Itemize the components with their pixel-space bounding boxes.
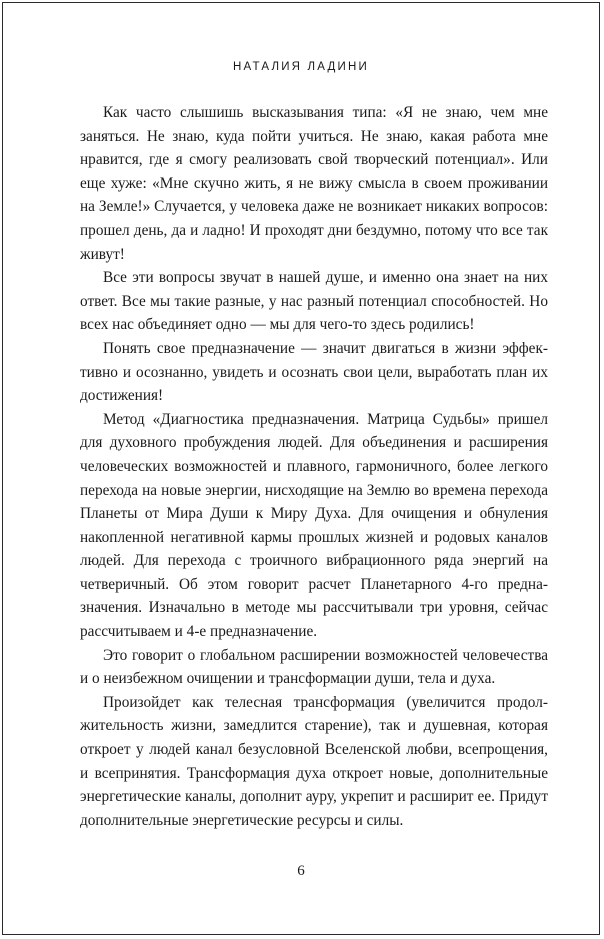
page-number: 6 (297, 863, 305, 879)
paragraph: Все эти вопросы звучат в нашей душе, и именно она знает на них ответ. Все мы такие разные, у нас разный потенциал способностей. Но всех нас объединяет одно — мы для чего-то здесь родились! (80, 269, 548, 334)
running-head-author: НАТАЛИЯ ЛАДИНИ (233, 61, 369, 73)
paragraph: Метод «Диагностика предназначения. Матрица Судьбы» пришел для духовного пробуждения людей. Для объединения и расширения человеческих возможностей и плавного, гармоничного, более легкого перехода на новые энергии, нисходящие на Землю во времена перехода Планеты от Мира Души к Миру Духа. Для очищения и обнуления накопленной негативной кармы прошлых жизней и родовых каналов людей. Для перехода с троичного вибрационного ряда энергий на четверичный. Об этом говорит расчет Планетарного 4-го предназначения. Изначально в методе мы рассчитывали три уровня, сейчас рассчитываем и 4-е предназначение. (80, 410, 548, 641)
paragraph: Понять свое предназначение — значит двигаться в жизни эффективно и осознанно, увидеть и осознать свои цели, выработать план их достижения! (80, 339, 548, 405)
paragraph: Произойдет как телесная трансформация (увеличится продолжительность жизни, замедлится старение), так и душевная, которая откроет у людей канал безусловной Вселенской любви, всепрощения, и всепринятия. Трансформация духа откроет новые, дополнительные энергетические каналы, дополнит ауру, укрепит и расширит ее. Придут дополнительные энергетические ресурсы и силы. (80, 693, 548, 829)
paragraph: Как часто слышишь высказывания типа: «Я не знаю, чем мне заняться. Не знаю, куда пойти учиться. Не знаю, какая работа мне нравится, где я смогу реализовать свой творческий потенциал». Или еще хуже: «Мне скучно жить, я не вижу смысла в своем проживании на Земле!» Случается, у человека даже не возникает никаких вопросов: прошел день, да и ладно! И проходят дни бездумно, потому что все так живут! (80, 104, 548, 263)
book-page (2, 2, 600, 935)
paragraph: Это говорит о глобальном расширении возможностей человечества и о неизбежном очищении и трансформации души, тела и духа. (80, 646, 548, 688)
body-text (80, 101, 548, 832)
